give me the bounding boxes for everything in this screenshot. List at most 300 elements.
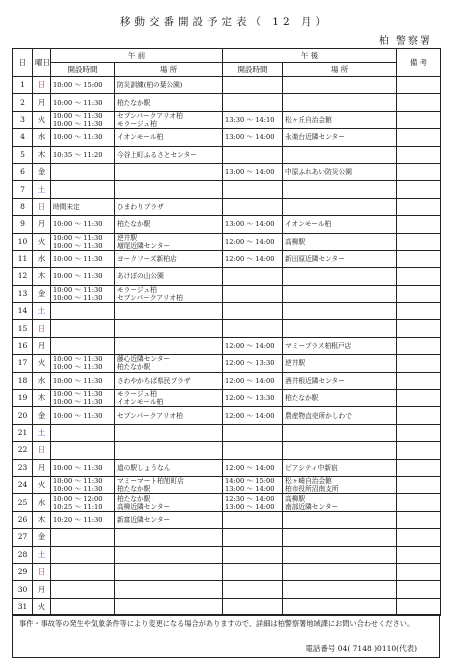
pm-time-cell: [223, 77, 283, 94]
cell-line: 新富近隣センター: [117, 515, 171, 524]
cell-text: 22: [17, 445, 28, 455]
header-pm: 午 後: [223, 49, 397, 63]
pm-place-cell: [283, 129, 397, 146]
cell-line: 10:00 ～ 11:30: [53, 293, 103, 302]
cell-text: 9: [20, 219, 25, 229]
pm-time-cell: [223, 285, 283, 302]
cell-line: 12:00 ～ 13:30: [225, 394, 275, 403]
note-cell: [397, 216, 441, 233]
schedule-row: [13, 129, 441, 146]
am-place-cell: [115, 372, 223, 389]
am-time-cell: [51, 529, 115, 546]
cell-text: 19: [17, 393, 28, 403]
weekday-cell: [33, 390, 51, 407]
cell-line: 新田原近隣センター: [285, 255, 345, 264]
am-time-cell: [51, 250, 115, 267]
cell-text: 金: [37, 288, 46, 298]
cell-line: ピアシティ中新宿: [285, 463, 338, 472]
am-place-cell: [115, 511, 223, 528]
cell-text: 16: [17, 341, 28, 351]
cell-text: 28: [17, 549, 28, 559]
cell-line: 柏たなか駅: [117, 220, 151, 229]
cell-line: 10:00 ～ 11:30: [53, 376, 103, 385]
pm-place-cell: [283, 390, 397, 407]
pm-time-cell: [223, 598, 283, 615]
cell-line: 13:00 ～ 14:00: [225, 485, 275, 494]
cell-line: 10:00 ～ 11:30: [53, 398, 103, 407]
am-time-cell: [51, 198, 115, 215]
day-cell: [13, 216, 33, 233]
cell-line: 12:00 ～ 13:30: [225, 359, 275, 368]
schedule-row: [13, 442, 441, 459]
cell-line: セブンパークアリオ柏: [117, 411, 183, 420]
schedule-row: [13, 390, 441, 407]
pm-place-cell: [283, 233, 397, 250]
cell-line: 10:00 ～ 11:30: [53, 411, 103, 420]
weekday-cell: [33, 459, 51, 476]
am-place-cell: [115, 459, 223, 476]
weekday-cell: [33, 129, 51, 146]
schedule-row: [13, 407, 441, 424]
cell-text: 6: [20, 167, 25, 177]
am-place-cell: [115, 563, 223, 580]
cell-text: 月: [37, 584, 46, 594]
note-cell: [397, 476, 441, 493]
am-time-cell: [51, 320, 115, 337]
am-place-cell: [115, 198, 223, 215]
cell-line: 柏たなか駅: [117, 363, 151, 372]
pm-place-cell: [283, 476, 397, 493]
am-time-cell: [51, 233, 115, 250]
cell-line: 南部近隣センター: [285, 502, 339, 511]
pm-time-cell: [223, 216, 283, 233]
am-time-cell: [51, 111, 115, 128]
cell-text: 木: [37, 149, 46, 159]
am-place-cell: [115, 476, 223, 493]
am-time-cell: [51, 407, 115, 424]
cell-text: 2: [20, 97, 25, 107]
header-note: 備 考: [397, 49, 441, 77]
pm-time-cell: [223, 459, 283, 476]
am-time-cell: [51, 459, 115, 476]
weekday-cell: [33, 233, 51, 250]
weekday-cell: [33, 511, 51, 528]
cell-line: 10:00 ～ 11:30: [53, 272, 103, 281]
note-cell: [397, 581, 441, 598]
cell-text: 木: [37, 393, 46, 403]
cell-text: 金: [37, 410, 46, 420]
cell-line: 12:00 ～ 14:00: [225, 463, 275, 472]
pm-place-cell: [283, 407, 397, 424]
pm-time-cell: [223, 163, 283, 180]
pm-time-cell: [223, 407, 283, 424]
cell-line: 10:00 ～ 11:30: [53, 485, 103, 494]
cell-line: セブンパークアリオ柏: [117, 293, 183, 302]
cell-line: 10:00 ～ 15:00: [53, 81, 103, 90]
cell-text: 10: [17, 236, 28, 246]
pm-time-cell: [223, 94, 283, 111]
cell-text: 13: [17, 288, 28, 298]
cell-text: 土: [37, 184, 46, 194]
am-place-cell: [115, 303, 223, 320]
schedule-row: [13, 337, 441, 354]
am-time-cell: [51, 372, 115, 389]
weekday-cell: [33, 355, 51, 372]
am-time-cell: [51, 337, 115, 354]
am-time-cell: [51, 163, 115, 180]
cell-text: 21: [17, 428, 28, 437]
cell-text: 水: [37, 497, 46, 507]
cell-line: 10:00 ～ 11:30: [53, 233, 103, 242]
note-cell: [397, 146, 441, 163]
schedule-row: [13, 476, 441, 493]
cell-line: 永楽台近隣センター: [285, 133, 345, 142]
am-time-cell: [51, 146, 115, 163]
am-place-cell: [115, 320, 223, 337]
day-cell: [13, 320, 33, 337]
schedule-row: [13, 320, 441, 337]
cell-line: ヨークフーズ新柏店: [117, 255, 177, 264]
cell-line: 今谷上町ふるさとセンター: [117, 150, 197, 159]
day-cell: [13, 442, 33, 459]
cell-line: 12:00 ～ 14:00: [225, 255, 275, 264]
pm-place-cell: [283, 181, 397, 198]
pm-time-cell: [223, 355, 283, 372]
day-cell: [13, 268, 33, 285]
cell-text: 火: [37, 480, 46, 490]
cell-line: 10:35 ～ 11:20: [53, 150, 103, 159]
weekday-cell: [33, 268, 51, 285]
note-cell: [397, 529, 441, 546]
header-pm-time: 開設時間: [223, 63, 283, 77]
schedule-row: [13, 598, 441, 615]
cell-text: 日: [37, 445, 46, 455]
cell-line: 12:30 ～ 14:00: [225, 494, 275, 503]
cell-text: 11: [17, 254, 28, 264]
schedule-row: [13, 546, 441, 563]
pm-time-cell: [223, 181, 283, 198]
am-time-cell: [51, 94, 115, 111]
weekday-cell: [33, 216, 51, 233]
schedule-row: [13, 250, 441, 267]
cell-line: 13:00 ～ 14:00: [225, 502, 275, 511]
cell-text: 日: [37, 201, 46, 211]
note-cell: [397, 563, 441, 580]
weekday-cell: [33, 320, 51, 337]
schedule-row: [13, 424, 441, 441]
cell-text: 木: [37, 271, 46, 281]
pm-time-cell: [223, 111, 283, 128]
am-time-cell: [51, 216, 115, 233]
cell-text: 土: [37, 428, 46, 437]
cell-text: 26: [17, 514, 28, 524]
note-cell: [397, 598, 441, 615]
cell-text: 4: [20, 132, 25, 142]
am-time-cell: [51, 546, 115, 563]
cell-line: 時間未定: [53, 202, 80, 211]
am-time-cell: [51, 303, 115, 320]
note-cell: [397, 424, 441, 441]
day-cell: [13, 511, 33, 528]
am-time-cell: [51, 442, 115, 459]
am-time-cell: [51, 494, 115, 511]
cell-text: 火: [37, 236, 46, 246]
notice-text: 事件・事故等の発生や気象条件等により変更になる場合がありますので、詳細は柏警察署地域課にお問い合わせください。: [19, 619, 415, 628]
day-cell: [13, 285, 33, 302]
cell-text: 火: [37, 601, 46, 611]
cell-line: 高柳近隣センター: [117, 502, 171, 511]
cell-line: ひまわりプラザ: [117, 202, 164, 211]
am-place-cell: [115, 442, 223, 459]
weekday-cell: [33, 285, 51, 302]
pm-time-cell: [223, 563, 283, 580]
cell-text: 29: [17, 567, 28, 577]
am-place-cell: [115, 337, 223, 354]
day-cell: [13, 355, 33, 372]
day-cell: [13, 163, 33, 180]
schedule-row: [13, 216, 441, 233]
cell-line: 13:00 ～ 14:00: [225, 168, 275, 177]
pm-place-cell: [283, 581, 397, 598]
day-cell: [13, 372, 33, 389]
schedule-table: [12, 48, 441, 616]
pm-place-cell: [283, 494, 397, 511]
note-cell: [397, 442, 441, 459]
cell-line: 13:30 ～ 14:10: [225, 115, 275, 124]
schedule-row: [13, 511, 441, 528]
cell-line: 10:00 ～ 11:30: [53, 133, 103, 142]
cell-text: 月: [37, 341, 46, 351]
day-cell: [13, 303, 33, 320]
am-place-cell: [115, 424, 223, 441]
pm-time-cell: [223, 337, 283, 354]
day-cell: [13, 250, 33, 267]
pm-time-cell: [223, 476, 283, 493]
cell-line: 道の駅しょうなん: [117, 463, 171, 472]
weekday-cell: [33, 198, 51, 215]
note-cell: [397, 303, 441, 320]
pm-place-cell: [283, 563, 397, 580]
pm-place-cell: [283, 285, 397, 302]
cell-line: 10:00 ～ 11:30: [53, 285, 103, 294]
cell-line: 柏市役所沼南支所: [285, 485, 339, 494]
am-time-cell: [51, 77, 115, 94]
pm-place-cell: [283, 163, 397, 180]
am-place-cell: [115, 268, 223, 285]
cell-line: 10:00 ～ 11:30: [53, 220, 103, 229]
note-cell: [397, 459, 441, 476]
weekday-cell: [33, 94, 51, 111]
cell-text: 金: [37, 167, 46, 177]
day-cell: [13, 94, 33, 111]
pm-time-cell: [223, 372, 283, 389]
day-cell: [13, 563, 33, 580]
cell-text: 土: [37, 306, 46, 316]
day-cell: [13, 407, 33, 424]
note-cell: [397, 198, 441, 215]
cell-line: 10:00 ～ 11:30: [53, 355, 103, 364]
day-cell: [13, 181, 33, 198]
day-cell: [13, 529, 33, 546]
page-title: 移動交番開設予定表（ 12 月）: [119, 16, 331, 28]
cell-line: 12:00 ～ 14:00: [225, 411, 275, 420]
day-cell: [13, 494, 33, 511]
pm-time-cell: [223, 424, 283, 441]
day-cell: [13, 129, 33, 146]
cell-text: 土: [37, 549, 46, 559]
am-place-cell: [115, 355, 223, 372]
cell-line: 逆井駅: [285, 359, 306, 368]
am-place-cell: [115, 529, 223, 546]
note-cell: [397, 337, 441, 354]
note-cell: [397, 94, 441, 111]
pm-place-cell: [283, 77, 397, 94]
weekday-cell: [33, 546, 51, 563]
schedule-row: [13, 163, 441, 180]
cell-line: モラージュ柏: [117, 390, 157, 399]
cell-line: 10:00 ～ 11:30: [53, 363, 103, 372]
pm-place-cell: [283, 459, 397, 476]
schedule-row: [13, 146, 441, 163]
police-station-name: 柏 警察署: [378, 36, 432, 47]
weekday-cell: [33, 407, 51, 424]
pm-place-cell: [283, 372, 397, 389]
cell-text: 15: [17, 323, 28, 333]
pm-place-cell: [283, 250, 397, 267]
am-time-cell: [51, 581, 115, 598]
cell-line: 12:00 ～ 14:00: [225, 237, 275, 246]
cell-text: 30: [17, 584, 28, 594]
weekday-cell: [33, 250, 51, 267]
weekday-cell: [33, 476, 51, 493]
day-cell: [13, 476, 33, 493]
cell-line: 10:00 ～ 11:30: [53, 241, 103, 250]
am-place-cell: [115, 390, 223, 407]
am-place-cell: [115, 163, 223, 180]
note-cell: [397, 494, 441, 511]
cell-line: 柏たなか駅: [117, 494, 151, 503]
header-pm-place: 場 所: [283, 63, 397, 77]
pm-place-cell: [283, 355, 397, 372]
am-place-cell: [115, 494, 223, 511]
cell-line: 14:00 ～ 15:00: [225, 477, 275, 486]
cell-line: 柏たなか駅: [117, 98, 151, 107]
cell-line: あけぼの山公園: [117, 272, 164, 281]
pm-time-cell: [223, 390, 283, 407]
pm-place-cell: [283, 303, 397, 320]
note-cell: [397, 355, 441, 372]
am-place-cell: [115, 146, 223, 163]
cell-line: 10:00 ～ 11:30: [53, 111, 103, 120]
cell-text: 月: [37, 219, 46, 229]
note-cell: [397, 250, 441, 267]
header-am-place: 場 所: [115, 63, 223, 77]
pm-time-cell: [223, 129, 283, 146]
pm-place-cell: [283, 511, 397, 528]
cell-text: 3: [20, 114, 25, 124]
schedule-row: [13, 581, 441, 598]
cell-text: 金: [37, 532, 46, 542]
pm-time-cell: [223, 303, 283, 320]
day-cell: [13, 390, 33, 407]
cell-line: 10:00 ～ 11:30: [53, 119, 103, 128]
weekday-cell: [33, 77, 51, 94]
weekday-cell: [33, 529, 51, 546]
schedule-row: [13, 77, 441, 94]
pm-place-cell: [283, 146, 397, 163]
cell-line: マミープラス柏根戸店: [285, 342, 352, 351]
cell-line: 10:00 ～ 12:00: [53, 494, 103, 503]
day-cell: [13, 424, 33, 441]
pm-time-cell: [223, 581, 283, 598]
pm-place-cell: [283, 320, 397, 337]
weekday-cell: [33, 494, 51, 511]
note-cell: [397, 181, 441, 198]
pm-time-cell: [223, 198, 283, 215]
cell-text: 5: [20, 149, 25, 159]
day-cell: [13, 146, 33, 163]
cell-line: 松ヶ丘自治会館: [285, 115, 332, 124]
schedule-row: [13, 459, 441, 476]
cell-line: 10:25 ～ 11:10: [53, 502, 103, 511]
cell-text: 31: [17, 601, 28, 611]
cell-line: セブンパークアリオ柏: [117, 111, 183, 120]
schedule-row: [13, 111, 441, 128]
cell-line: 松ヶ崎自治会館: [285, 477, 332, 486]
note-cell: [397, 268, 441, 285]
weekday-cell: [33, 146, 51, 163]
am-place-cell: [115, 233, 223, 250]
pm-place-cell: [283, 111, 397, 128]
cell-line: 10:00 ～ 11:30: [53, 390, 103, 399]
weekday-cell: [33, 111, 51, 128]
schedule-row: [13, 494, 441, 511]
day-cell: [13, 337, 33, 354]
am-place-cell: [115, 407, 223, 424]
cell-text: 12: [17, 271, 28, 281]
schedule-row: [13, 372, 441, 389]
pm-place-cell: [283, 268, 397, 285]
cell-line: イオンモール柏: [117, 133, 164, 142]
cell-text: 20: [17, 410, 28, 420]
pm-place-cell: [283, 598, 397, 615]
cell-line: 藤心近隣センター: [117, 355, 171, 364]
cell-line: 10:00 ～ 11:30: [53, 477, 103, 486]
schedule-row: [13, 563, 441, 580]
note-cell: [397, 285, 441, 302]
header-day: 日: [13, 49, 33, 77]
cell-line: 高柳駅: [285, 237, 306, 246]
note-cell: [397, 372, 441, 389]
weekday-cell: [33, 598, 51, 615]
schedule-row: [13, 355, 441, 372]
pm-time-cell: [223, 546, 283, 563]
schedule-row: [13, 285, 441, 302]
pm-time-cell: [223, 494, 283, 511]
pm-place-cell: [283, 442, 397, 459]
am-place-cell: [115, 181, 223, 198]
am-place-cell: [115, 94, 223, 111]
schedule-row: [13, 303, 441, 320]
schedule-row: [13, 233, 441, 250]
am-place-cell: [115, 285, 223, 302]
am-time-cell: [51, 355, 115, 372]
pm-time-cell: [223, 442, 283, 459]
weekday-cell: [33, 303, 51, 320]
cell-line: 柏たなか駅: [285, 394, 319, 403]
cell-text: 月: [37, 462, 46, 472]
day-cell: [13, 598, 33, 615]
